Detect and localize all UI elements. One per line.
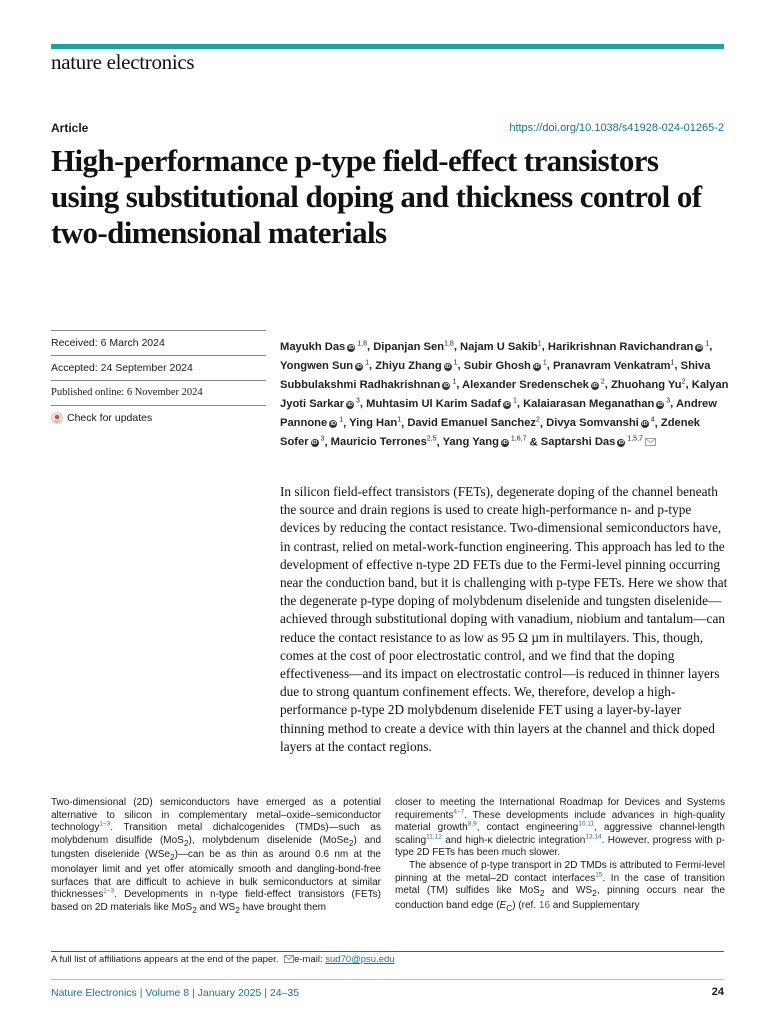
received-date: Received: 6 March 2024 [51,330,266,355]
published-date: Published online: 6 November 2024 [51,380,266,405]
author-name [407,417,540,429]
body-paragraph: closer to meeting the International Roadmap for Devices and Systems requirements$^{4-7}$. These developments include advances in high-quality material growth$^{8,9}$, contact engineering$^{10,11}$, aggressive channel-length scaling$^{11,12}$ and high-κ dielectric integration$^{13,14}$. However, progress with p-type 2D FETs has been much slower. [395,797,725,859]
author-affiliation: 1 [670,359,675,367]
author-name-text: Divya Somvanshi [546,417,639,430]
author-affiliation: 3 [354,397,360,405]
orcid-icon[interactable]: iD [348,344,355,351]
author-name-text: Kalaiarasan Meganathan [523,398,655,411]
author-name-text: Yang Yang [442,436,499,449]
abstract: In silicon field-effect transistors (FETs), degenerate doping of the channel beneath the source and drain regions is used to create high-performance n- and p-type devices by reducing the contact resistance. Two-dimensional semiconductors have, in contrast, relied on metal-work-function engineering. This approach has led to the development of effective n-type 2D FETs due to the Fermi-level pinning occurring near the conduction band, but it is challenging with p-type FETs. Here we show that the degenerate p-type doping of molybdenum diselenide and tungsten diselenide—achieved through substitutional doping with vanadium, niobium and tantalum—can reduce the contact resistance to as low as 95 Ω µm in multilayers. This, though, comes at the cost of poor electrostatic control, and we find that the doping effectiveness—and its impact on electrostatic control—is reduced in thinner layers due to strong quantum confinement effects. We, therefore, develop a high-performance p-type 2D molybdenum diselenide FET using a layer-by-layer thinning method to create a device with thin layers at the channel and thick doped layers at the contact regions. [280,484,728,754]
orcid-icon[interactable]: iD [443,383,450,390]
author-name-text: Andrew Pannone [280,398,717,430]
article-type-label: Article [51,121,89,135]
author-name [375,360,457,372]
author-name [611,379,686,391]
orcid-icon[interactable]: iD [657,402,664,409]
author-name-text: Yongwen Sun [280,359,354,372]
author-name [443,436,527,448]
author-name-text: Zdenek Sofer [280,417,701,449]
author-affiliation: 1 [703,340,710,347]
author-name-text: Harikrishnan Ravichandran [547,340,694,353]
body-column-right [395,797,725,914]
author-name [349,417,401,429]
author-affiliation: 2 [536,416,540,424]
author-name-text: Kalyan Jyoti Sarkar [280,379,729,411]
author-affiliation: 1 [337,416,344,424]
author-name [462,379,605,391]
body-column-left [51,797,381,916]
author-name-text: Mauricio Terrones [330,436,427,449]
author-affiliation: 1 [451,359,458,367]
orcid-icon[interactable]: iD [696,344,703,351]
orcid-icon[interactable]: iD [347,402,353,409]
body-paragraph: The absence of p-type transport in 2D TMDs is attributed to Fermi-level pinning at the metal–2D contact interfaces$^{15}$. In the case of transition metal (TM) sulfides like MoS$_2$ and $WS_2$, pinning occurs near the conduction band edge $(E_C)$ (ref. 16 and Supplementary [395,859,726,913]
orcid-icon[interactable]: iD [618,440,625,447]
author-affiliation: 3 [664,397,671,405]
article-title: High-performance p-type field-effect transistors using substitutional doping and thickness control of two-dimensional materials [51,143,702,250]
author-list: Mayukh Das iD $^{1,8}$, Dipanjan Sen$^{1,8}$, Najam U Sakib$^1$, Harikrishnan Ravichandran iD $^1$, Yongwen Sun iD $^1$, Zhiyu Zhang iD $^1$, Subir Ghosh iD $^1$, Pranavram Venkatram$^1$, Shiva Subbulakshmi Radhakrishnan iD $^1$, Alexander Sredenschek iD $^2$, Zhuohang Yu$^2$, Kalyan Jyoti Sarkar iD $^3$, Muhtasim Ul Karim Sadaf iD $^1$, Kalaiarasan Meganathan iD $^3$, Andrew Pannone iD $^1$, Ying Han$^1$, David Emanuel Sanchez$^2$, Divya Somvanshi iD $^4$, Zdenek Sofer iD $^3$, Mauricio Terrones$^{2,5}$, Yang Yang iD $^{1,6,7}$ & Saptarshi Das iD $^{1,5,7}$ [280,340,729,449]
author-affiliation: 1 [397,416,402,424]
author-name-text: Pranavram Venkatram [552,359,671,372]
author-name-text: Zhuohang Yu [610,379,682,392]
footnote-divider [51,951,724,952]
orcid-icon[interactable]: iD [642,421,648,428]
author-name-text: Muhtasim Ul Karim Sadaf [366,398,502,411]
author-name-text: Mayukh Das [280,340,346,353]
orcid-icon[interactable]: iD [592,383,598,390]
author-affiliation: 1,8 [355,340,367,347]
page-number: 24 [711,986,724,998]
author-name-text: Najam U Sakib [460,340,538,353]
orcid-icon[interactable]: iD [502,440,508,447]
author-affiliation: 1 [450,378,457,386]
header-accent-rule [51,44,724,49]
author-name [280,341,367,353]
author-affiliation: 2,5 [426,435,437,443]
author-name [541,436,643,448]
author-affiliation: 2 [681,378,686,386]
author-name-text: David Emanuel Sanchez [407,417,537,430]
author-name [523,398,670,410]
check-for-updates-button[interactable] [51,405,266,430]
orcid-icon[interactable]: iD [444,363,451,370]
doi-link[interactable]: https://doi.org/10.1038/s41928-024-01265-2 [509,122,724,134]
author-name [464,360,547,372]
orcid-icon[interactable]: iD [356,363,362,370]
email-label: e-mail: [294,954,323,965]
author-affiliation: 3 [318,435,325,443]
author-affiliation: 4 [648,416,655,424]
author-name [548,341,709,353]
author-name [331,436,437,448]
orcid-icon[interactable]: iD [534,363,540,370]
author-name [460,341,542,353]
footer-citation: Nature Electronics | Volume 8 | January 2025 | 24–35 [51,987,300,999]
author-affiliation: 2 [598,378,605,386]
journal-title: nature electronics [51,50,195,74]
author-name-text: Alexander Sredenschek [462,379,589,392]
article-dates [51,330,266,430]
author-name-text: Saptarshi Das [540,436,616,449]
author-name-text: Dipanjan Sen [373,340,445,353]
check-updates-label: Check for updates [67,412,153,424]
author-affiliation: 1,8 [444,340,454,347]
author-affiliation: 1 [363,359,369,367]
author-name-text: Subir Ghosh [463,359,531,372]
author-name [546,417,655,429]
orcid-icon[interactable]: iD [504,402,510,409]
author-name [553,360,674,372]
accepted-date: Accepted: 24 September 2024 [51,355,266,380]
author-name-text: Shiva Subbulakshmi Radhakrishnan [280,359,711,392]
author-affiliation: 1 [511,397,517,405]
author-name [366,398,517,410]
author-affiliation: 1,5,7 [625,435,643,443]
author-name [373,341,454,353]
email-link[interactable]: sud70@psu.edu [325,954,395,965]
check-updates-icon [51,412,63,424]
author-affiliation: 1 [537,340,542,347]
author-name-text: Ying Han [349,417,398,430]
author-name-text: Zhiyu Zhang [375,359,442,372]
author-affiliation: 1,6,7 [508,435,527,443]
footnote-text: A full list of affiliations appears at the end of the paper. [51,954,279,965]
orcid-icon[interactable]: iD [311,440,318,447]
affiliations-footnote [51,954,395,965]
footer-divider [51,979,724,980]
orcid-icon[interactable]: iD [330,421,336,428]
author-affiliation: 1 [540,359,547,367]
body-paragraph: Two-dimensional (2D) semiconductors have emerged as a potential alternative to silicon in complementary metal–oxide–semiconductor technology$^{1-3}$. Transition metal dichalcogenides (TMDs)—such as molybdenum disulfide (MoS$_2$), molybdenum diselenide (MoSe$_2$) and tungsten diselenide (WSe$_2$)—can be as thin as around 0.6 nm at the monolayer limit and yet offer atomically smooth and dangling-bond-free surfaces that are difficult to achieve in bulk semiconductors at similar thicknesses$^{1-3}$. Developments in n-type field-effect transistors (FETs) based on 2D materials like MoS$_2$ and $WS_2$ have brought them [51,797,382,915]
author-name [280,360,369,372]
corresponding-author-mail-icon[interactable] [645,438,656,446]
mail-icon [284,955,294,963]
